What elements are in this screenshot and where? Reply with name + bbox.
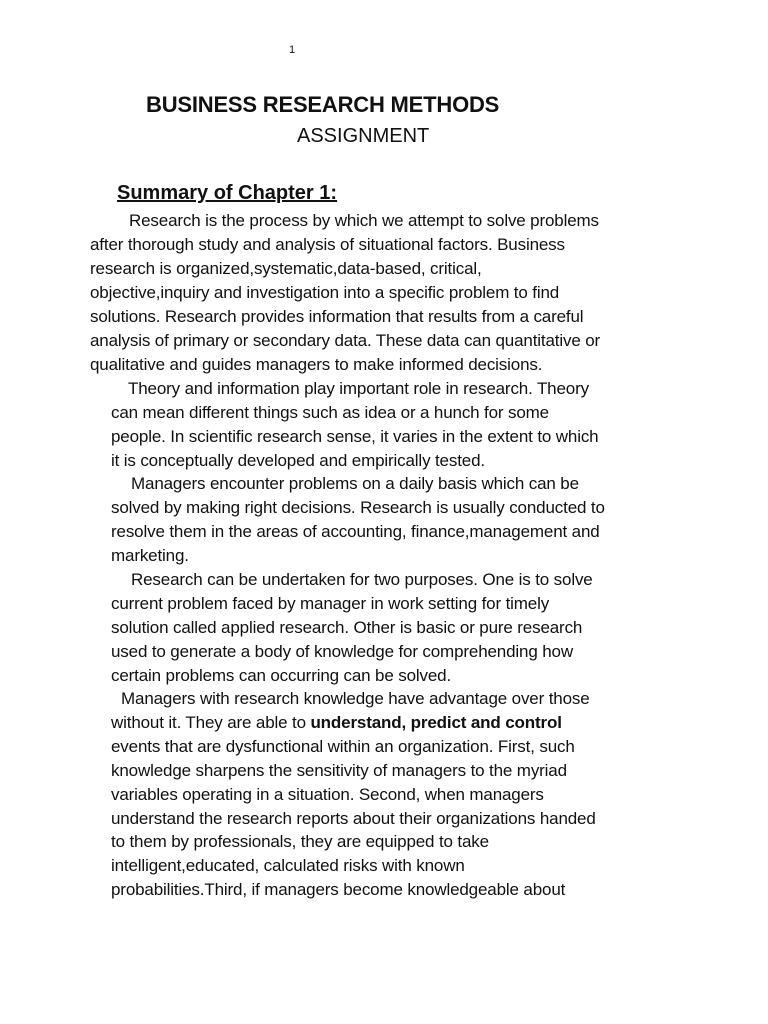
body-line: it is conceptually developed and empirically tested. bbox=[111, 451, 485, 470]
body-line: objective,inquiry and investigation into a specific problem to find bbox=[90, 283, 560, 302]
body-line: solved by making right decisions. Research is usually conducted to bbox=[111, 498, 605, 517]
body-line: Theory and information play important role in research. Theory bbox=[128, 379, 589, 398]
body-line: solutions. Research provides information that results from a careful bbox=[90, 307, 584, 326]
body-line: Research is the process by which we attempt to solve problems bbox=[129, 211, 599, 230]
body-line: certain problems can occurring can be solved. bbox=[111, 666, 452, 685]
body-line: qualitative and guides managers to make informed decisions. bbox=[90, 355, 543, 374]
body-line: Research can be undertaken for two purposes. One is to solve bbox=[131, 570, 593, 589]
body-line: events that are dysfunctional within an organization. First, such bbox=[111, 737, 575, 756]
body-line: intelligent,educated, calculated risks with known bbox=[111, 856, 465, 875]
body-line: can mean different things such as idea or a hunch for some bbox=[111, 403, 549, 422]
body-line: after thorough study and analysis of situational factors. Business bbox=[90, 235, 565, 254]
body-line bbox=[111, 713, 562, 733]
body-line: variables operating in a situation. Second, when managers bbox=[111, 785, 544, 804]
body-line: Managers with research knowledge have advantage over those bbox=[121, 689, 590, 708]
body-line: analysis of primary or secondary data. These data can quantitative or bbox=[90, 331, 601, 350]
body-line: to them by professionals, they are equipped to take bbox=[111, 832, 489, 851]
body-line: current problem faced by manager in work setting for timely bbox=[111, 594, 550, 613]
body-line-text: without it. They are able to bbox=[111, 713, 311, 732]
section-heading: Summary of Chapter 1: bbox=[117, 182, 338, 204]
document-title: BUSINESS RESEARCH METHODS bbox=[146, 92, 500, 117]
body-line: solution called applied research. Other is basic or pure research bbox=[111, 618, 583, 637]
document-subtitle: ASSIGNMENT bbox=[297, 125, 430, 147]
body-line: research is organized,systematic,data-based, critical, bbox=[90, 259, 482, 278]
body-line: knowledge sharpens the sensitivity of managers to the myriad bbox=[111, 761, 567, 780]
emphasized-phrase: understand, predict and control bbox=[310, 713, 562, 732]
body-line: probabilities.Third, if managers become knowledgeable about bbox=[111, 880, 566, 899]
body-line: understand the research reports about their organizations handed bbox=[111, 809, 596, 828]
body-line: people. In scientific research sense, it varies in the extent to which bbox=[111, 427, 599, 446]
body-line: Managers encounter problems on a daily basis which can be bbox=[131, 474, 579, 493]
page-number: 1 bbox=[289, 44, 296, 56]
body-line: marketing. bbox=[111, 546, 189, 565]
body-line: resolve them in the areas of accounting, finance,management and bbox=[111, 522, 600, 541]
body-line: used to generate a body of knowledge for comprehending how bbox=[111, 642, 573, 661]
